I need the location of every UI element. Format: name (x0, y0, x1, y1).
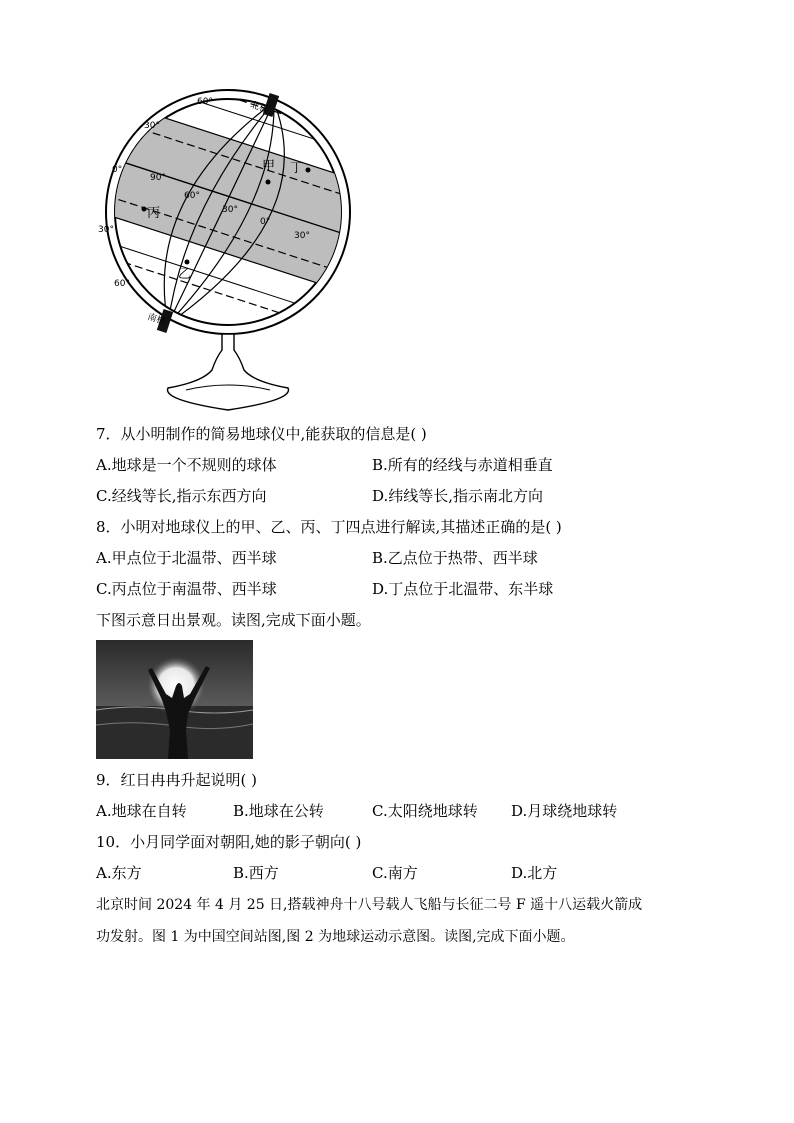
point-jia (266, 180, 271, 185)
q10-stem: 10．小月同学面对朝阳,她的影子朝向( ) (96, 833, 362, 851)
q10-option-a: A.东方 (96, 864, 142, 882)
q8-stem: 8．小明对地球仪上的甲、乙、丙、丁四点进行解读,其描述正确的是( ) (96, 518, 562, 536)
q8-option-c: C.丙点位于南温带、西半球 (96, 580, 277, 598)
globe-figure (98, 88, 354, 418)
lon-label-60: 60° (184, 191, 200, 201)
lat-label-0: 0° (112, 165, 123, 175)
north-pole-label: 北极 (248, 100, 270, 116)
q8-option-a: A.甲点位于北温带、西半球 (96, 549, 277, 567)
point-label-ding: 丁 (290, 161, 304, 176)
point-label-jia: 甲 (262, 159, 276, 174)
q7-stem: 7．从小明制作的简易地球仪中,能获取的信息是( ) (96, 425, 427, 443)
q9-option-d: D.月球绕地球转 (511, 802, 618, 820)
point-ding (306, 168, 311, 173)
sunrise-photo (96, 640, 253, 759)
q7-option-a: A.地球是一个不规则的球体 (96, 456, 277, 474)
q8-option-d: D.丁点位于北温带、东半球 (372, 580, 554, 598)
point-label-yi: 乙 (178, 267, 192, 282)
q9-option-a: A.地球在自转 (96, 802, 187, 820)
q7-option-b: B.所有的经线与赤道相垂直 (372, 456, 553, 474)
q7-option-d: D.纬线等长,指示南北方向 (372, 487, 544, 505)
q8-option-b: B.乙点位于热带、西半球 (372, 549, 538, 567)
point-yi (185, 260, 190, 265)
lat-label-30s: 30° (98, 225, 114, 235)
south-pole-label: 南极 (146, 312, 167, 328)
point-label-bing: 丙 (147, 206, 161, 221)
lon-label-30: 30° (222, 205, 238, 215)
q10-option-c: C.南方 (372, 864, 418, 882)
lat-label-60n: 60° (197, 97, 213, 107)
intro-sunrise: 下图示意日出景观。读图,完成下面小题。 (96, 611, 371, 629)
q9-option-c: C.太阳绕地球转 (372, 802, 478, 820)
lat-label-30n: 30° (144, 121, 160, 131)
q10-option-d: D.北方 (511, 864, 558, 882)
q9-stem: 9．红日冉冉升起说明( ) (96, 771, 258, 789)
q10-option-b: B.西方 (233, 864, 279, 882)
intro-launch-line1: 北京时间 2024 年 4 月 25 日,搭载神舟十八号载人飞船与长征二号 F 遥十八运载火箭成 (96, 897, 643, 913)
intro-launch-line2: 功发射。图 1 为中国空间站图,图 2 为地球运动示意图。读图,完成下面小题。 (96, 929, 575, 945)
lon-label-30e: 30° (294, 231, 310, 241)
q9-option-b: B.地球在公转 (233, 802, 324, 820)
q7-option-c: C.经线等长,指示东西方向 (96, 487, 267, 505)
lat-label-60s: 60° (114, 279, 130, 289)
lon-label-0: 0° (260, 217, 271, 227)
lon-label-90: 90° (150, 173, 166, 183)
globe-stand (168, 334, 289, 410)
point-bing (142, 207, 147, 212)
